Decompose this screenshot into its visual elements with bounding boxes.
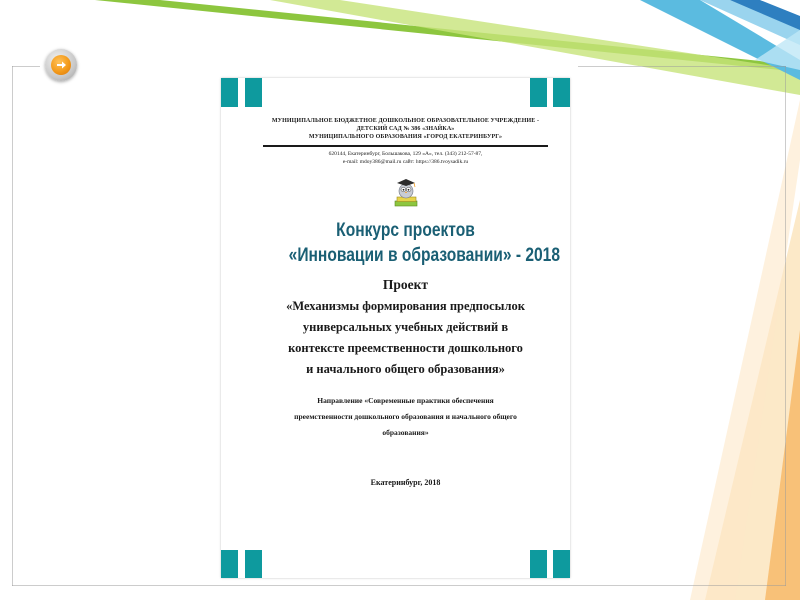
direction-text — [263, 393, 548, 441]
contest-line: «Инновации в образовании» - 2018 — [288, 245, 561, 266]
document-content — [263, 107, 561, 550]
contest-title — [288, 218, 561, 268]
arrow-right-icon — [51, 55, 71, 75]
project-label: Проект — [382, 277, 429, 292]
address-block — [263, 150, 548, 166]
org-line: МУНИЦИПАЛЬНОГО ОБРАЗОВАНИЯ «ГОРОД ЕКАТЕРИНБУРГ» — [308, 134, 503, 140]
address-line: 620144, Екатеринбург, Большакова, 129 «А», тел. (343) 212-57-87, — [328, 151, 483, 157]
project-title-line: контексте преемственности дошкольного — [288, 341, 523, 355]
project-title-line: «Механизмы формирования предпосылок — [286, 299, 525, 313]
header-divider — [263, 145, 548, 147]
contest-line: Конкурс проектов — [336, 220, 475, 241]
next-slide-button[interactable] — [45, 49, 77, 81]
teal-band — [221, 78, 238, 107]
teal-band — [530, 550, 547, 578]
document-cover — [221, 78, 570, 578]
project-title — [263, 296, 548, 380]
project-title-line: универсальных учебных действий в — [302, 320, 509, 334]
owl-on-books-icon — [391, 174, 421, 208]
teal-band — [245, 78, 262, 107]
direction-line: преемственности дошкольного образования и начального общего — [294, 412, 517, 421]
teal-band — [245, 550, 262, 578]
organization-header — [263, 117, 548, 141]
teal-band — [553, 78, 570, 107]
org-line: МУНИЦИПАЛЬНОЕ БЮДЖЕТНОЕ ДОШКОЛЬНОЕ ОБРАЗОВАТЕЛЬНОЕ УЧРЕЖДЕНИЕ - — [271, 118, 540, 124]
teal-band — [530, 78, 547, 107]
city-year: Екатеринбург, 2018 — [370, 478, 441, 487]
direction-line: Направление «Современные практики обеспечения — [317, 396, 494, 405]
org-line: ДЕТСКИЙ САД № 386 «ЗНАЙКА» — [356, 126, 455, 132]
project-title-line: и начального общего образования» — [306, 362, 505, 376]
teal-band — [553, 550, 570, 578]
teal-band — [221, 550, 238, 578]
direction-line: образования» — [382, 428, 429, 437]
address-line: e-mail: mdoy386@mail.ru сайт: https://386.tvoysadik.ru — [342, 159, 469, 165]
